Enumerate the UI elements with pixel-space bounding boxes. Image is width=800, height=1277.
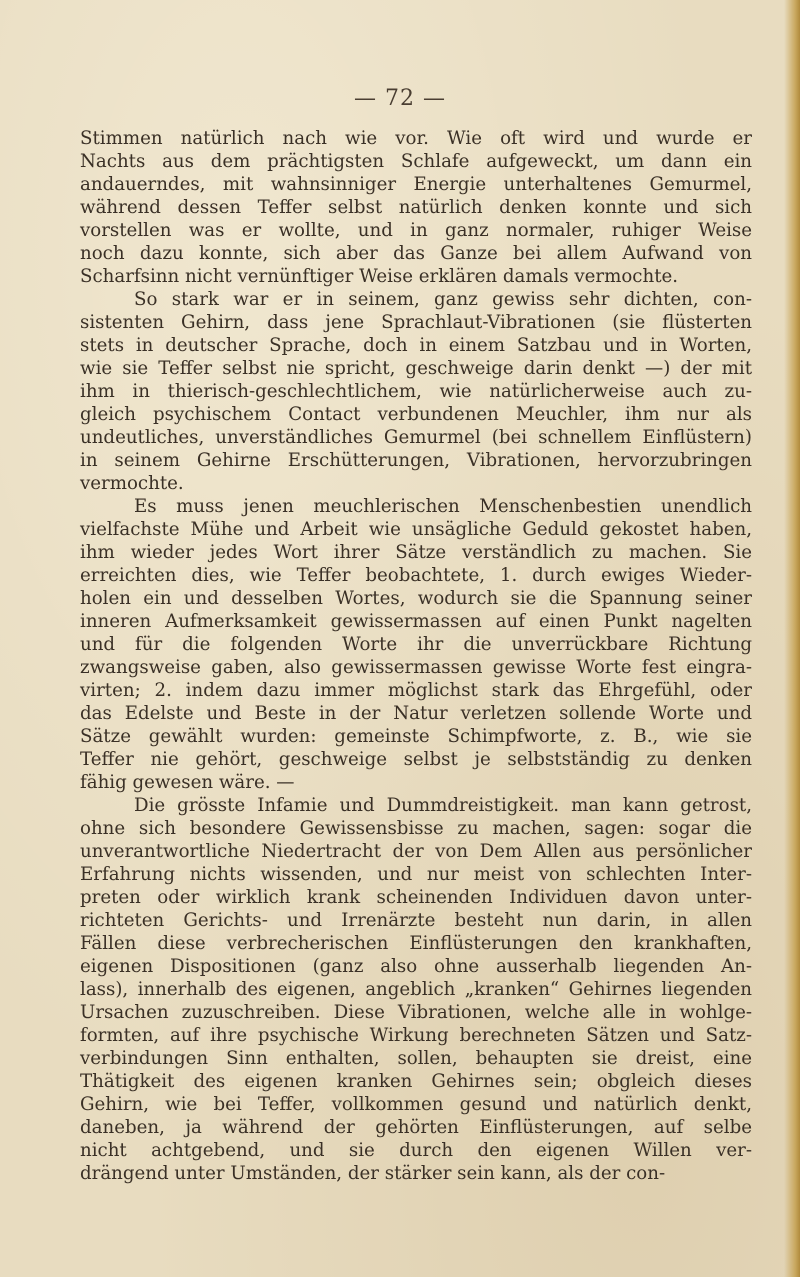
text-line: Es muss jenen meuchlerischen Menschenbestien unendlich xyxy=(134,496,752,517)
text-line: daneben, ja während der gehörten Einflüsterungen, auf selbe xyxy=(80,1117,752,1138)
text-line: eigenen Dispositionen (ganz also ohne ausserhalb liegenden An- xyxy=(80,956,752,977)
text-line: Stimmen natürlich nach wie vor. Wie oft wird und wurde er xyxy=(80,128,752,149)
text-line: und für die folgenden Worte ihr die unverrückbare Richtung xyxy=(80,634,752,655)
text-line: drängend unter Umständen, der stärker sein kann, als der con- xyxy=(80,1163,666,1184)
text-line: das Edelste und Beste in der Natur verletzen sollende Worte und xyxy=(80,703,752,724)
paragraph xyxy=(80,495,752,794)
text-line: undeutliches, unverständliches Gemurmel (bei schnellem Einflüstern) xyxy=(80,427,752,448)
page-number: — 72 — xyxy=(354,86,446,111)
text-line: Scharfsinn nicht vernünftiger Weise erklären damals vermochte. xyxy=(80,266,679,287)
text-line: vermochte. xyxy=(80,473,184,494)
text-line: Thätigkeit des eigenen kranken Gehirnes sein; obgleich dieses xyxy=(80,1071,752,1092)
text-line: Die grösste Infamie und Dummdreistigkeit. man kann getrost, xyxy=(134,795,752,816)
paragraph xyxy=(80,288,752,495)
text-line: So stark war er in seinem, ganz gewiss sehr dichten, con- xyxy=(134,289,752,310)
text-line: holen ein und desselben Wortes, wodurch sie die Spannung seiner xyxy=(80,588,752,609)
text-line: gleich psychischem Contact verbundenen Meuchler, ihm nur als xyxy=(80,404,752,425)
paragraph xyxy=(80,794,752,1185)
text-line: virten; 2. indem dazu immer möglichst stark das Ehrgefühl, oder xyxy=(80,680,752,701)
text-line: Sätze gewählt wurden: gemeinste Schimpfworte, z. B., wie sie xyxy=(80,726,752,747)
text-line: richteten Gerichts- und Irrenärzte besteht nun darin, in allen xyxy=(80,910,752,931)
text-line: noch dazu konnte, sich aber das Ganze bei allem Aufwand von xyxy=(80,243,752,264)
text-line: erreichten dies, wie Teffer beobachtete, 1. durch ewiges Wieder- xyxy=(80,565,752,586)
text-line: in seinem Gehirne Erschütterungen, Vibrationen, hervorzubringen xyxy=(80,450,752,471)
text-line: zwangsweise gaben, also gewissermassen gewisse Worte fest eingra- xyxy=(80,657,752,678)
text-line: ohne sich besondere Gewissensbisse zu machen, sagen: sogar die xyxy=(80,818,752,839)
text-line: preten oder wirklich krank scheinenden Individuen davon unter- xyxy=(80,887,752,908)
text-line: vorstellen was er wollte, und in ganz normaler, ruhiger Weise xyxy=(80,220,752,241)
text-line: Erfahrung nichts wissenden, und nur meist von schlechten Inter- xyxy=(80,864,752,885)
text-line: wie sie Teffer selbst nie spricht, geschweige darin denkt —) der mit xyxy=(80,358,752,379)
text-line: stets in deutscher Sprache, doch in einem Satzbau und in Worten, xyxy=(80,335,752,356)
body-text xyxy=(80,127,752,1185)
text-line: ihm in thierisch-geschlechtlichem, wie natürlicherweise auch zu- xyxy=(80,381,752,402)
paragraph xyxy=(80,127,752,288)
page-edge xyxy=(784,0,800,1277)
text-line: nicht achtgebend, und sie durch den eigenen Willen ver- xyxy=(80,1140,752,1161)
text-line: lass), innerhalb des eigenen, angeblich „kranken“ Gehirnes liegenden xyxy=(80,979,752,1000)
text-line: andauerndes, mit wahnsinniger Energie unterhaltenes Gemurmel, xyxy=(80,174,752,195)
text-line: unverantwortliche Niedertracht der von Dem Allen aus persönlicher xyxy=(80,841,752,862)
text-line: ihm wieder jedes Wort ihrer Sätze verständlich zu machen. Sie xyxy=(80,542,752,563)
text-line: Ursachen zuzuschreiben. Diese Vibrationen, welche alle in wohlge- xyxy=(80,1002,752,1023)
text-line: formten, auf ihre psychische Wirkung berechneten Sätzen und Satz- xyxy=(80,1025,752,1046)
text-line: Gehirn, wie bei Teffer, vollkommen gesund und natürlich denkt, xyxy=(80,1094,752,1115)
text-line: vielfachste Mühe und Arbeit wie unsägliche Geduld gekostet haben, xyxy=(80,519,752,540)
text-line: fähig gewesen wäre. — xyxy=(80,772,295,793)
text-line: verbindungen Sinn enthalten, sollen, behaupten sie dreist, eine xyxy=(80,1048,752,1069)
text-line: inneren Aufmerksamkeit gewissermassen auf einen Punkt nagelten xyxy=(80,611,752,632)
text-line: während dessen Teffer selbst natürlich denken konnte und sich xyxy=(80,197,752,218)
text-line: sistenten Gehirn, dass jene Sprachlaut-Vibrationen (sie flüsterten xyxy=(80,312,752,333)
text-line: Fällen diese verbrecherischen Einflüsterungen den krankhaften, xyxy=(80,933,752,954)
text-line: Teffer nie gehört, geschweige selbst je selbstständig zu denken xyxy=(80,749,752,770)
text-line: Nachts aus dem prächtigsten Schlafe aufgeweckt, um dann ein xyxy=(80,151,752,172)
